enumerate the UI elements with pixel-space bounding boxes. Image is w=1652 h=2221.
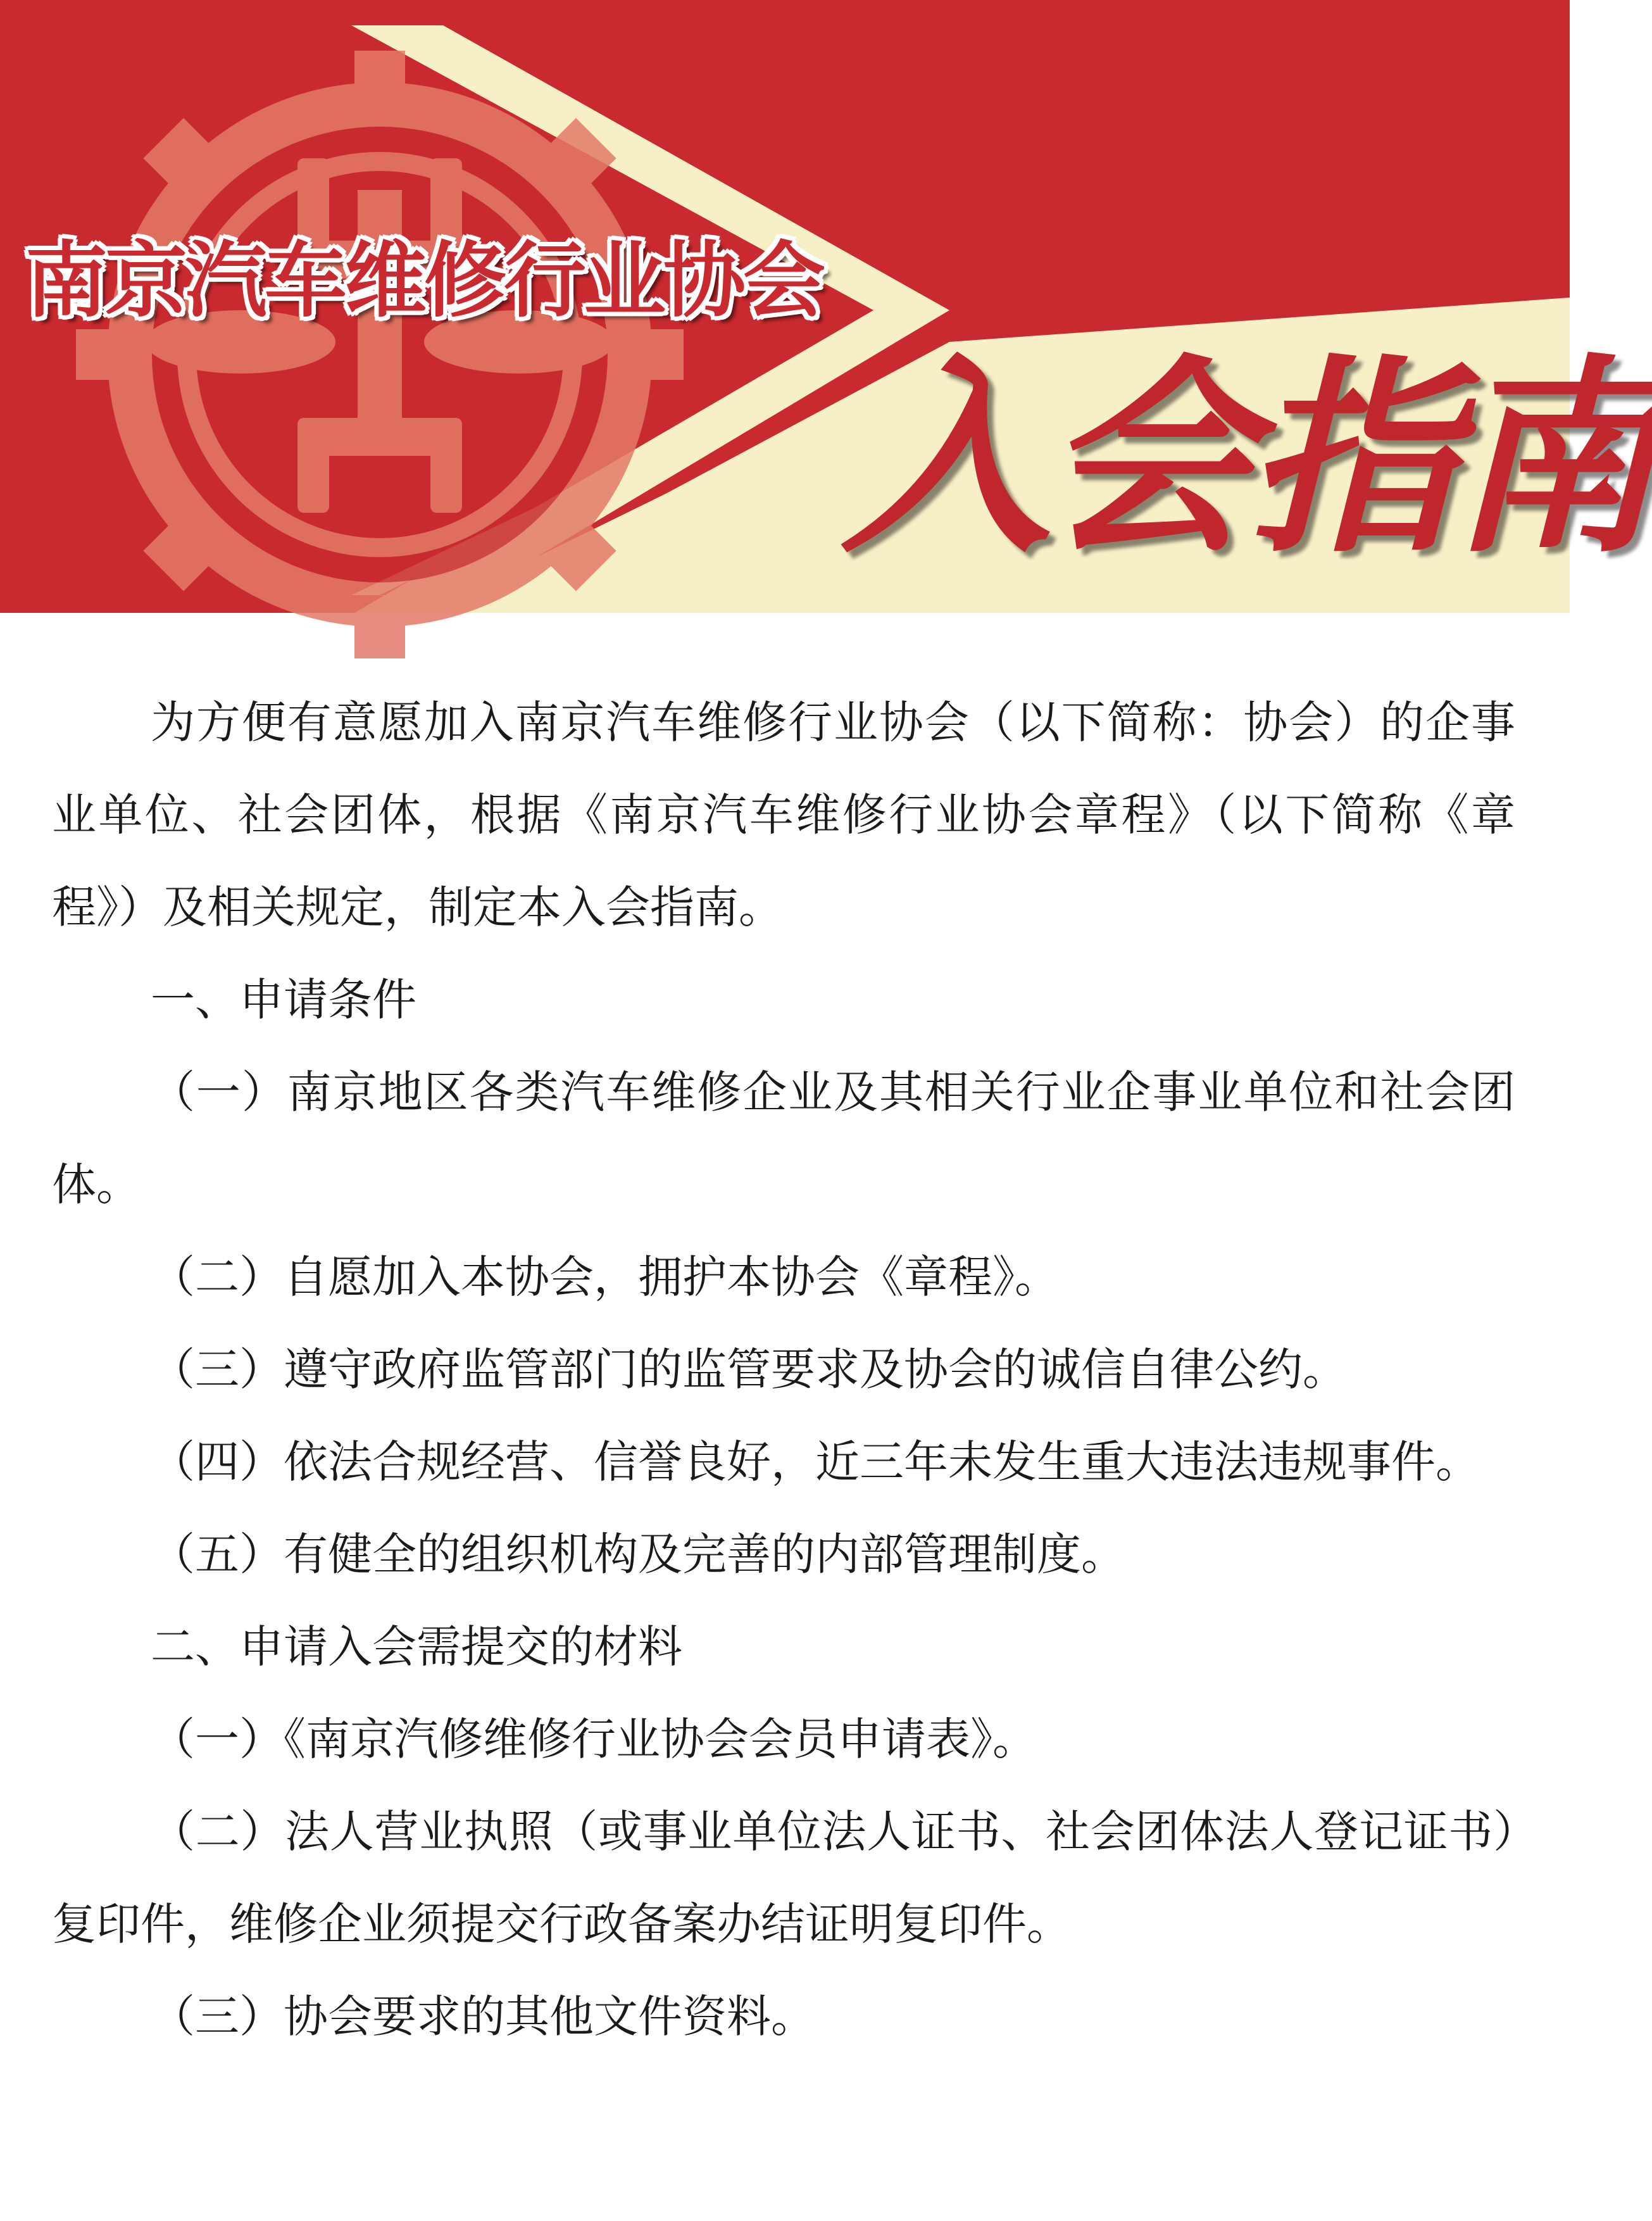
condition-item: （二）自愿加入本协会，拥护本协会《章程》。 xyxy=(151,1251,1059,1303)
guide-body xyxy=(52,676,1515,2063)
header-banner xyxy=(0,0,1652,613)
condition-item: （三）遵守政府监管部门的监管要求及协会的诚信自律公约。 xyxy=(151,1343,1347,1395)
gear-wrench-emblem xyxy=(76,51,684,658)
condition-item: （一）南京地区各类汽车维修企业及其相关行业企事业单位和社会团体。 xyxy=(52,1066,1515,1211)
material-item: （一）《南京汽修维修行业协会会员申请表》。 xyxy=(151,1713,1037,1765)
section-heading-materials: 二、申请入会需提交的材料 xyxy=(151,1621,682,1673)
intro-paragraph: 为方便有意愿加入南京汽车维修行业协会（以下简称：协会）的企事业单位、社会团体，根据《南京汽车维修行业协会章程》（以下简称《章程》）及相关规定，制定本入会指南。 xyxy=(52,696,1515,933)
condition-item: （四）依法合规经营、信誉良好，近三年未发生重大违法违规事件。 xyxy=(151,1436,1480,1488)
page-title: 入会指南 xyxy=(842,337,1652,581)
material-item: （三）协会要求的其他文件资料。 xyxy=(151,1991,815,2042)
condition-item: （五）有健全的组织机构及完善的内部管理制度。 xyxy=(151,1528,1125,1580)
section-heading-conditions: 一、申请条件 xyxy=(151,974,416,1026)
org-name-heading: 南京汽车维修行业协会 xyxy=(25,232,823,329)
material-item: （二）法人营业执照（或事业单位法人证书、社会团体法人登记证书）复印件，维修企业须提交行政备案办结证明复印件。 xyxy=(52,1806,1515,1950)
